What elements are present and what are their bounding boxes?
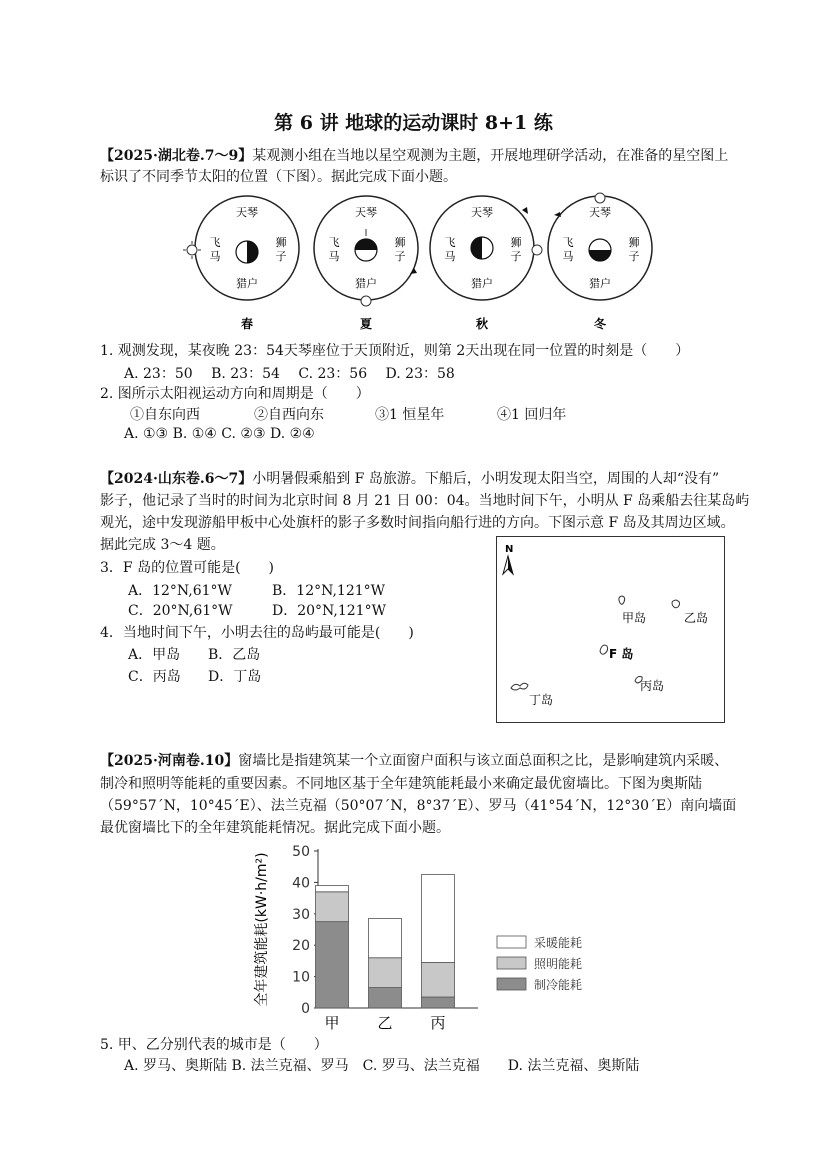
island-f-label: F 岛 (609, 647, 634, 661)
svg-text:马: 马 (444, 250, 456, 263)
svg-text:飞: 飞 (562, 236, 574, 249)
section3-intro-line3: （59°57ˊN，10°45ˊE）、法兰克福（50°07ˊN，8°37ˊE）、罗马（41°54ˊN，12°30ˊE）南向墙面 (100, 798, 737, 814)
q1-options: A. 23：50 B. 23：54 C. 23：56 D. 23：58 (124, 366, 455, 382)
label-feima-2: 马 (209, 250, 221, 263)
section3-source: 【2025·河南卷.10】 (100, 753, 239, 769)
q4-opt-d: D．丁岛 (208, 669, 262, 685)
legend-label-0: 采暖能耗 (534, 936, 583, 950)
y-tick-label-0: 0 (301, 1001, 310, 1017)
y-tick-label-30: 30 (292, 906, 310, 923)
q3-stem: 3．F 岛的位置可能是( ) (100, 560, 274, 576)
q2-options: A. ①③ B. ①④ C. ②③ D. ②④ (124, 426, 315, 442)
q5-options: A. 罗马、奥斯陆 B. 法兰克福、罗马 C. 罗马、法兰克福 D. 法兰克福、奥斯陆 (124, 1058, 640, 1074)
season-diagram-summer (314, 196, 418, 331)
section2-source: 【2024·山东卷.6～7】 (100, 471, 253, 487)
q2-stem: 2. 图所示太阳视运动方向和周期是（ ） (100, 386, 370, 402)
svg-text:飞: 飞 (328, 236, 340, 249)
label-shizi-1: 狮 (275, 236, 287, 249)
bar-乙-series-1 (369, 958, 402, 988)
x-tick-label-乙: 乙 (377, 1014, 393, 1032)
island-map (496, 536, 725, 723)
season-label-summer: 夏 (359, 317, 373, 331)
bar-丙-series-0 (422, 997, 455, 1008)
svg-text:天琴: 天琴 (355, 206, 377, 219)
bar-丙-series-1 (422, 962, 455, 997)
q4-opt-c: C．丙岛 (128, 669, 181, 685)
y-tick-label-10: 10 (292, 969, 310, 986)
island-ding-label: 丁岛 (529, 693, 554, 707)
section2-intro-line3: 观光，途中发现游船甲板中心处旗杆的影子多数时间指向船行进的方向。下图示意 F 岛及其周边区域。 (100, 515, 735, 531)
north-label: N (505, 544, 514, 555)
section2-intro-line2: 影子，他记录了当时的时间为北京时间 8 月 21 日 00：04。当地时间下午，小明从 F 岛乘船去往某岛屿 (100, 493, 750, 509)
section1-intro-line1: 【2025·湖北卷.7～9】某观测小组在当地以星空观测为主题，开展地理研学活动，在准备的星空图上 (100, 148, 729, 164)
q3-opt-b: B．12°N,121°W (272, 583, 386, 599)
bar-丙-series-2 (422, 875, 455, 963)
q3-opt-d: D．20°N,121°W (272, 603, 386, 619)
svg-text:天琴: 天琴 (471, 206, 493, 219)
bar-乙-series-0 (369, 988, 402, 1008)
legend-swatch-2 (497, 978, 526, 990)
q2-item-3: ③1 恒星年 (375, 407, 445, 423)
legend-label-2: 制冷能耗 (534, 978, 583, 992)
season-diagram-spring (183, 196, 299, 331)
svg-text:猎户: 猎户 (589, 277, 611, 290)
legend-label-1: 照明能耗 (534, 957, 583, 971)
svg-text:天琴: 天琴 (589, 206, 611, 219)
bar-甲-series-1 (316, 892, 349, 922)
q2-item-1: ①自东向西 (130, 407, 200, 423)
y-tick-label-40: 40 (292, 875, 310, 892)
bar-甲-series-2 (316, 886, 349, 892)
svg-text:马: 马 (328, 250, 340, 263)
section2-intro-line1: 【2024·山东卷.6～7】小明暑假乘船到 F 岛旅游。下船后，小明发现太阳当空，周围的人却“没有” (100, 471, 720, 487)
y-tick-label-20: 20 (292, 938, 310, 955)
section1-source: 【2025·湖北卷.7～9】 (100, 148, 253, 164)
q4-opt-b: B．乙岛 (208, 647, 261, 663)
legend-swatch-0 (497, 936, 526, 948)
x-tick-label-丙: 丙 (430, 1014, 446, 1032)
section3-intro-line1: 【2025·河南卷.10】窗墙比是指建筑某一个立面窗户面积与该立面总面积之比，是影响建筑内采暖、 (100, 753, 729, 769)
svg-text:马: 马 (562, 250, 574, 263)
q2-item-2: ②自西向东 (254, 407, 324, 423)
season-label-winter: 冬 (593, 317, 607, 331)
section2-intro-line4: 据此完成 3～4 题。 (100, 537, 225, 553)
svg-text:猎户: 猎户 (355, 277, 377, 290)
svg-text:子: 子 (510, 250, 522, 263)
section3-intro-line2: 制冷和照明等能耗的重要因素。不同地区基于全年建筑能耗最小来确定最优窗墙比。下图为奥斯陆 (100, 776, 702, 792)
x-tick-label-甲: 甲 (324, 1014, 340, 1032)
label-shizi-2: 子 (275, 250, 287, 263)
bar-乙-series-2 (369, 919, 402, 958)
y-tick-label-50: 50 (292, 844, 310, 860)
section3-intro-line4: 最优窗墙比下的全年建筑能耗情况。据此完成下面小题。 (100, 820, 450, 836)
q3-opt-c: C．20°N,61°W (128, 603, 233, 619)
label-tianqin: 天琴 (236, 206, 258, 219)
label-liehu: 猎户 (236, 277, 258, 290)
star-map-diagram (180, 188, 660, 333)
svg-text:狮: 狮 (394, 236, 406, 249)
season-diagram-autumn (430, 196, 542, 331)
svg-text:子: 子 (628, 250, 640, 263)
label-feima-1: 飞 (209, 236, 221, 249)
svg-text:狮: 狮 (510, 236, 522, 249)
svg-text:飞: 飞 (444, 236, 456, 249)
page-title: 第 6 讲 地球的运动课时 8+1 练 (274, 112, 553, 134)
svg-text:猎户: 猎户 (471, 277, 493, 290)
season-label-autumn: 秋 (475, 317, 489, 331)
island-jia-label: 甲岛 (622, 611, 647, 625)
q2-item-4: ④1 回归年 (497, 407, 567, 423)
y-axis-label: 全年建筑能耗(kW·h/m²) (254, 852, 270, 1007)
season-diagram-winter (548, 193, 652, 331)
island-bing-label: 丙岛 (640, 679, 665, 693)
q1-stem: 1. 观测发现，某夜晚 23：54天琴座位于天顶附近，则第 2天出现在同一位置的时刻是（ ） (100, 343, 690, 359)
q5-stem: 5. 甲、乙分别代表的城市是（ ） (100, 1037, 328, 1053)
section1-intro-line2: 标识了不同季节太阳的位置（下图）。据此完成下面小题。 (100, 169, 457, 185)
legend-swatch-1 (497, 957, 526, 969)
q4-stem: 4．当地时间下午，小明去往的岛屿最可能是( ) (100, 625, 414, 641)
energy-chart (240, 838, 610, 1033)
bar-甲-series-0 (316, 922, 349, 1008)
season-label-spring: 春 (240, 317, 254, 331)
q3-opt-a: A．12°N,61°W (128, 583, 232, 599)
island-yi-label: 乙岛 (684, 611, 709, 625)
q4-opt-a: A．甲岛 (128, 647, 181, 663)
svg-text:狮: 狮 (628, 236, 640, 249)
svg-text:子: 子 (394, 250, 406, 263)
